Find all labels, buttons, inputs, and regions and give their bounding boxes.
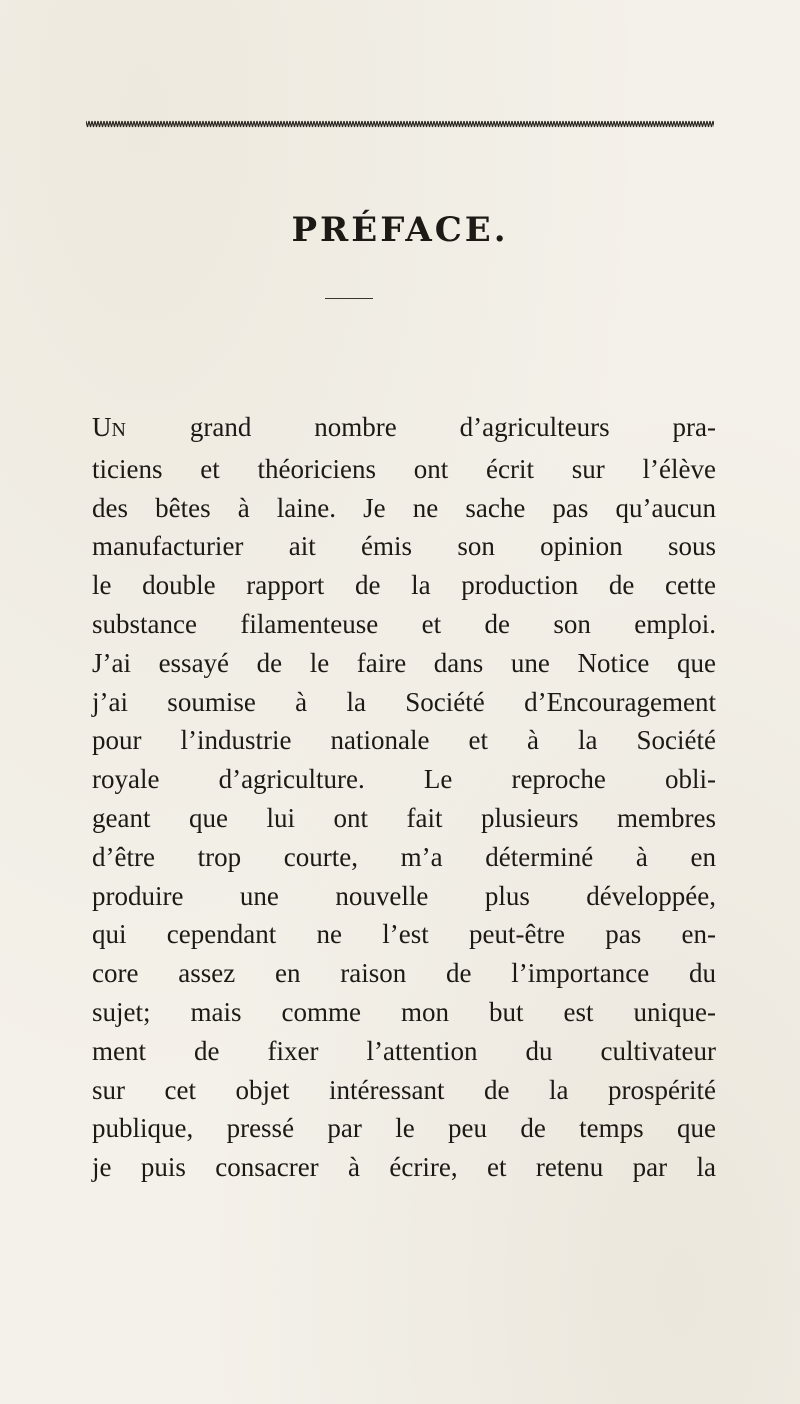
page-title: PRÉFACE. [291,210,509,250]
text-line: sujet; mais comme mon but est unique- [92,996,716,1027]
text-line: d’être trop courte, m’a déterminé à en [92,841,716,872]
text-line: geant que lui ont fait plusieurs membres [92,802,716,833]
text-line: le double rapport de la production de cette [92,570,716,601]
title-rule [325,298,373,299]
preface-body [92,408,716,1187]
text-line: ticiens et théoriciens ont écrit sur l’élève [92,453,716,484]
text-line: j’ai soumise à la Société d’Encouragement [92,686,716,717]
first-line-text: grand nombre d’agriculteurs pra- [126,412,716,442]
text-line: pour l’industrie nationale et à la Société [92,725,716,756]
text-line: publique, pressé par le peu de temps que [92,1113,716,1144]
drop-letter-rest: N [111,419,127,441]
text-line: sur cet objet intéressant de la prospérité [92,1074,716,1105]
text-line: je puis consacrer à écrire, et retenu par la [92,1152,716,1183]
text-line: core assez en raison de l’importance du [92,958,716,989]
text-line: manufacturier ait émis son opinion sous [92,531,716,562]
drop-letter: U [92,412,112,442]
text-line: substance filamenteuse et de son emploi. [92,608,716,639]
text-line: qui cependant ne l’est peut-être pas en- [92,919,716,950]
text-line: ment de fixer l’attention du cultivateur [92,1035,716,1066]
text-line-1 [92,408,716,450]
text-line: des bêtes à laine. Je ne sache pas qu’aucun [92,492,716,523]
text-line: J’ai essayé de le faire dans une Notice que [92,647,716,678]
text-line: royale d’agriculture. Le reproche obli- [92,764,716,795]
ornamental-border [86,118,714,130]
text-line: produire une nouvelle plus développée, [92,880,716,911]
